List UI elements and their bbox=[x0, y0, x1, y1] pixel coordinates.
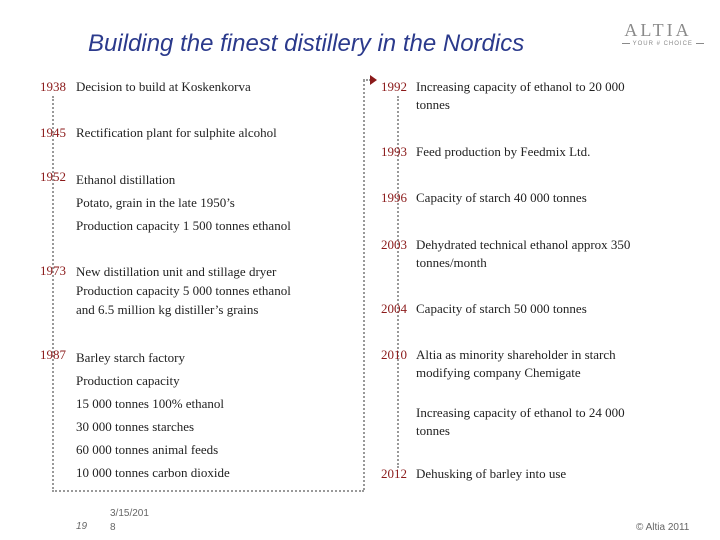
entry-line: Dehusking of barley into use bbox=[416, 466, 567, 481]
year-label: 2004 bbox=[381, 301, 407, 316]
entry-line: tonnes bbox=[416, 97, 450, 112]
entry-line: Production capacity 1 500 tonnes ethanol bbox=[76, 218, 291, 233]
timeline-entry-2003 bbox=[381, 236, 407, 254]
timeline-entry-1938 bbox=[40, 78, 66, 96]
year-label: 1987 bbox=[40, 347, 66, 362]
entry-line: Altia as minority shareholder in starch bbox=[416, 347, 616, 362]
timeline-entry-1952 bbox=[40, 168, 66, 186]
entry-line: Decision to build at Koskenkorva bbox=[76, 79, 251, 94]
year-label: 1992 bbox=[381, 79, 407, 94]
entry-line: modifying company Chemigate bbox=[416, 365, 581, 380]
timeline-text-2004 bbox=[416, 300, 587, 319]
year-label: 1945 bbox=[40, 125, 66, 140]
entry-line: Production capacity bbox=[76, 373, 180, 388]
timeline-text-1993 bbox=[416, 143, 590, 162]
timeline-text-1938 bbox=[76, 78, 251, 97]
entry-line: 10 000 tonnes carbon dioxide bbox=[76, 465, 230, 480]
timeline-entry-2004 bbox=[381, 300, 407, 318]
entry-line: New distillation unit and stillage dryer bbox=[76, 264, 277, 279]
timeline-entry-1973 bbox=[40, 262, 66, 280]
year-label: 2003 bbox=[381, 237, 407, 252]
entry-line: Barley starch factory bbox=[76, 350, 186, 365]
timeline-entry-1987 bbox=[40, 346, 66, 364]
timeline-text-ethanol-24000 bbox=[416, 404, 625, 440]
footer-date-line: 8 bbox=[110, 522, 116, 533]
page-number: 19 bbox=[76, 521, 88, 532]
timeline-text-1996 bbox=[416, 189, 587, 208]
entry-line: Ethanol distillation bbox=[76, 172, 176, 187]
page-title: Building the finest distillery in the Nordics bbox=[88, 30, 525, 57]
timeline-entry-1996 bbox=[381, 189, 407, 207]
timeline-text-1952 bbox=[76, 168, 291, 237]
entry-line: tonnes bbox=[416, 423, 450, 438]
timeline-entry-1945 bbox=[40, 124, 66, 142]
footer-date-line: 3/15/201 bbox=[110, 508, 149, 519]
logo-name: ALTIA bbox=[624, 20, 692, 40]
entry-line: and 6.5 million kg distiller’s grains bbox=[76, 302, 259, 317]
altia-logo bbox=[622, 20, 694, 47]
entry-line: Dehydrated technical ethanol approx 350 bbox=[416, 237, 631, 252]
year-label: 1938 bbox=[40, 79, 66, 94]
logo-tagline-row bbox=[622, 41, 694, 47]
entry-line: Capacity of starch 40 000 tonnes bbox=[416, 190, 587, 205]
logo-tagline: YOUR # CHOICE bbox=[632, 41, 693, 47]
entry-line: Production capacity 5 000 tonnes ethanol bbox=[76, 283, 291, 298]
entry-line: Potato, grain in the late 1950’s bbox=[76, 195, 235, 210]
timeline-entry-2012 bbox=[381, 465, 407, 483]
bottom-connector-line bbox=[52, 490, 364, 492]
timeline-text-2003 bbox=[416, 236, 630, 272]
year-label: 1993 bbox=[381, 144, 407, 159]
footer-date bbox=[110, 507, 149, 535]
entry-line: Rectification plant for sulphite alcohol bbox=[76, 125, 277, 140]
timeline-text-2010 bbox=[416, 346, 616, 382]
entry-line: 15 000 tonnes 100% ethanol bbox=[76, 396, 225, 411]
year-label: 1952 bbox=[40, 169, 66, 184]
timeline-text-1945 bbox=[76, 124, 277, 143]
timeline-text-1992 bbox=[416, 78, 625, 114]
timeline-entry-1992 bbox=[381, 78, 407, 96]
entry-line: Increasing capacity of ethanol to 20 000 bbox=[416, 79, 625, 94]
copyright: © Altia 2011 bbox=[636, 522, 690, 533]
entry-line: Increasing capacity of ethanol to 24 000 bbox=[416, 405, 625, 420]
year-label: 1973 bbox=[40, 263, 66, 278]
entry-line: tonnes/month bbox=[416, 255, 487, 270]
year-label: 2012 bbox=[381, 466, 407, 481]
timeline-entry-1993 bbox=[381, 143, 407, 161]
entry-line: Capacity of starch 50 000 tonnes bbox=[416, 301, 587, 316]
timeline-text-2012 bbox=[416, 465, 566, 484]
middle-connector-line bbox=[363, 80, 365, 490]
entry-line: 60 000 tonnes animal feeds bbox=[76, 442, 219, 457]
left-timeline-line bbox=[52, 96, 54, 489]
year-label: 1996 bbox=[381, 190, 407, 205]
arrow-right-icon bbox=[370, 75, 377, 85]
timeline-entry-2010 bbox=[381, 346, 407, 364]
entry-line: Feed production by Feedmix Ltd. bbox=[416, 144, 591, 159]
entry-line: 30 000 tonnes starches bbox=[76, 419, 195, 434]
year-label: 2010 bbox=[381, 347, 407, 362]
logo-rule-left bbox=[622, 43, 630, 44]
timeline-text-1973 bbox=[76, 262, 291, 319]
timeline-text-1987 bbox=[76, 346, 230, 484]
logo-rule-right bbox=[696, 43, 704, 44]
